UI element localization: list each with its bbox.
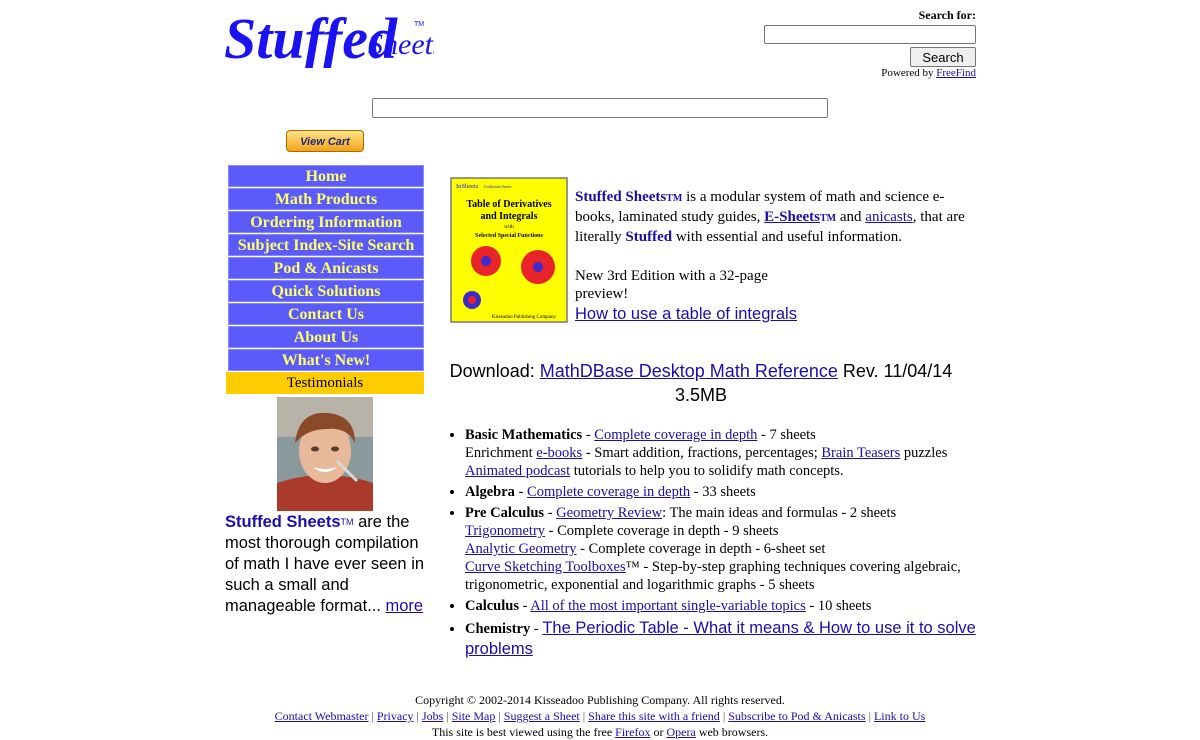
- trigonometry-link[interactable]: Trigonometry: [465, 523, 546, 539]
- footer-links: Contact Webmaster | Privacy | Jobs | Site Map | Suggest a Sheet | Share this site with a friend | Subscribe to Pod & Anicasts | Link to Us: [274, 709, 926, 723]
- enrichment-prefix: Enrichment: [465, 445, 537, 461]
- curve-tm: ™: [625, 559, 640, 575]
- esheets-link[interactable]: E-Sheets: [764, 209, 820, 225]
- topic-algebra-sep: -: [514, 484, 528, 500]
- footer-link-link-to-us[interactable]: Link to Us: [873, 709, 926, 723]
- book-cover-image[interactable]: [450, 177, 568, 323]
- intro-part2: , that are literally: [575, 209, 965, 245]
- nav-quick-solutions[interactable]: Quick Solutions: [228, 280, 424, 302]
- opera-link[interactable]: Opera: [666, 725, 696, 739]
- topic-calculus-sep: -: [519, 598, 531, 614]
- book-publisher: Kisseadoo Publishing Company: [491, 315, 556, 320]
- curve-after: - Step-by-step graphing techniques covering algebraic, trigonometric, exponential and logarithmic graphs - 5 sheets: [465, 559, 961, 593]
- curve-sketching-link[interactable]: Curve Sketching Toolboxes: [465, 559, 626, 575]
- topic-basic-sep: -: [582, 427, 595, 443]
- book-subtitle: Selected Special Functions: [475, 233, 543, 239]
- site-search: [760, 8, 976, 79]
- testimonial-body: are the most thorough compilation of math I have ever seen in such a small and manageable format...: [225, 513, 425, 615]
- topic-algebra-name: Algebra: [465, 484, 515, 500]
- ebooks-link[interactable]: e-books: [536, 445, 583, 461]
- page-footer: [220, 692, 980, 740]
- nav-math-products[interactable]: Math Products: [228, 188, 424, 210]
- search-button[interactable]: Search: [910, 47, 976, 67]
- copyright: Copyright © 2002-2014 Kisseadoo Publishing Company. All rights reserved.: [415, 693, 785, 707]
- testimonial-text: [225, 512, 425, 617]
- animated-podcast-link[interactable]: Animated podcast: [465, 463, 571, 479]
- periodic-table-link[interactable]: The Periodic Table - What it means & How to use it to solve problems: [465, 619, 976, 658]
- testimonial-more-link[interactable]: more: [385, 597, 424, 615]
- topic-chemistry-sep: -: [530, 621, 543, 637]
- intro-paragraph: [575, 188, 975, 246]
- book-title-line1: Table of Derivatives: [466, 199, 552, 210]
- intro-stuffed: Stuffed: [625, 229, 673, 245]
- nav-ordering-information[interactable]: Ordering Information: [228, 211, 424, 233]
- analytic-geometry-link[interactable]: Analytic Geometry: [465, 541, 577, 557]
- footer-link-privacy[interactable]: Privacy: [376, 709, 414, 723]
- testimonial-brand: Stuffed Sheets: [225, 513, 341, 531]
- enrichment-mid: - Smart addition, fractions, percentages;: [582, 445, 822, 461]
- geometry-review-link[interactable]: Geometry Review: [556, 505, 663, 521]
- site-logo[interactable]: [224, 4, 434, 68]
- browser-note: [220, 724, 980, 740]
- anicasts-link[interactable]: anicasts: [865, 209, 913, 225]
- intro-tm: TM: [666, 193, 683, 204]
- intro-and: and: [836, 209, 866, 225]
- browser-or: or: [650, 725, 667, 739]
- esheets-tm: TM: [820, 213, 837, 224]
- logo-secondary-text: Sheet: [368, 28, 433, 61]
- calculus-topics-link[interactable]: All of the most important single-variable topics: [530, 598, 806, 614]
- intro-part3: with essential and useful information.: [672, 229, 903, 245]
- topic-algebra-after: - 33 sheets: [690, 484, 756, 500]
- nav-pod-anicasts[interactable]: Pod & Anicasts: [228, 257, 424, 279]
- topic-calculus-name: Calculus: [465, 598, 519, 614]
- analytic-after: - Complete coverage in depth - 6-sheet set: [576, 541, 826, 557]
- puzzles-text: puzzles: [900, 445, 948, 461]
- podcast-after: tutorials to help you to solidify math concepts.: [570, 463, 844, 479]
- topic-chemistry-name: Chemistry: [465, 621, 531, 637]
- nav-testimonials[interactable]: Testimonials: [226, 372, 424, 394]
- powered-by: [760, 67, 976, 79]
- topic-calculus-after: - 10 sheets: [805, 598, 872, 614]
- mathdbase-download-link[interactable]: MathDBase Desktop Math Reference: [539, 361, 838, 381]
- nav-contact-us[interactable]: Contact Us: [228, 303, 424, 325]
- view-cart-button[interactable]: View Cart: [286, 130, 364, 152]
- topic-precalc-name: Pre Calculus: [465, 505, 545, 521]
- download-suffix: Rev. 11/04/14 3.5MB: [674, 361, 953, 405]
- topic-chemistry: [465, 618, 993, 660]
- footer-link-contact-webmaster[interactable]: Contact Webmaster: [274, 709, 369, 723]
- browser-suffix: web browsers.: [695, 725, 769, 739]
- intro-part1: is a modular system of math and science e-books, laminated study guides,: [575, 189, 945, 225]
- nav-whats-new[interactable]: What's New!: [228, 349, 424, 371]
- testimonial-tm: TM: [340, 517, 354, 527]
- topic-basic-after: - 7 sheets: [757, 427, 816, 443]
- firefox-link[interactable]: Firefox: [615, 725, 651, 739]
- trig-after: - Complete coverage in depth - 9 sheets: [545, 523, 779, 539]
- nav-home[interactable]: Home: [228, 165, 424, 187]
- topics-list: [447, 426, 993, 663]
- search-label: Search for:: [918, 8, 976, 22]
- search-input[interactable]: [764, 25, 976, 44]
- geometry-after: : The main ideas and formulas - 2 sheets: [662, 505, 897, 521]
- nav-about-us[interactable]: About Us: [228, 326, 424, 348]
- freefind-link[interactable]: FreeFind: [936, 67, 976, 79]
- topic-basic-name: Basic Mathematics: [465, 427, 583, 443]
- topic-basic-math: [465, 426, 993, 480]
- testimonial-avatar: [277, 397, 373, 511]
- topic-algebra: [465, 483, 993, 501]
- logo-tm: TM: [414, 21, 425, 28]
- edition-note: New 3rd Edition with a 32-page preview!: [575, 268, 768, 302]
- avatar-photo: [277, 397, 373, 511]
- howto-integrals-link[interactable]: How to use a table of integrals: [575, 305, 797, 323]
- sidebar-nav: [226, 164, 424, 394]
- algebra-coverage-link[interactable]: Complete coverage in depth: [527, 484, 691, 500]
- browser-prefix: This site is best viewed using the free: [431, 725, 616, 739]
- logo-main-text: Stuffed: [224, 6, 397, 68]
- book-with: with: [504, 224, 514, 230]
- brain-teasers-link[interactable]: Brain Teasers: [821, 445, 901, 461]
- basic-coverage-link[interactable]: Complete coverage in depth: [594, 427, 758, 443]
- footer-link-site-map[interactable]: Site Map: [451, 709, 496, 723]
- download-prefix: Download:: [449, 361, 540, 381]
- book-title-line2: and Integrals: [480, 211, 538, 222]
- download-line: [428, 359, 974, 407]
- wide-text-input[interactable]: [372, 98, 828, 118]
- topic-calculus: [465, 597, 993, 615]
- footer-link-suggest-sheet[interactable]: Suggest a Sheet: [503, 709, 580, 723]
- powered-by-prefix: Powered by: [881, 67, 937, 79]
- footer-link-share[interactable]: Share this site with a friend: [588, 709, 720, 723]
- nav-subject-index[interactable]: Subject Index-Site Search: [228, 234, 424, 256]
- footer-link-subscribe[interactable]: Subscribe to Pod & Anicasts: [728, 709, 866, 723]
- footer-link-jobs[interactable]: Jobs: [421, 709, 444, 723]
- topic-precalculus: [465, 504, 993, 594]
- book-series-suffix: Collection Series: [484, 184, 512, 189]
- topic-precalc-sep: -: [544, 505, 557, 521]
- intro-brand: Stuffed Sheets: [575, 189, 667, 205]
- book-series: InSheets: [456, 183, 479, 190]
